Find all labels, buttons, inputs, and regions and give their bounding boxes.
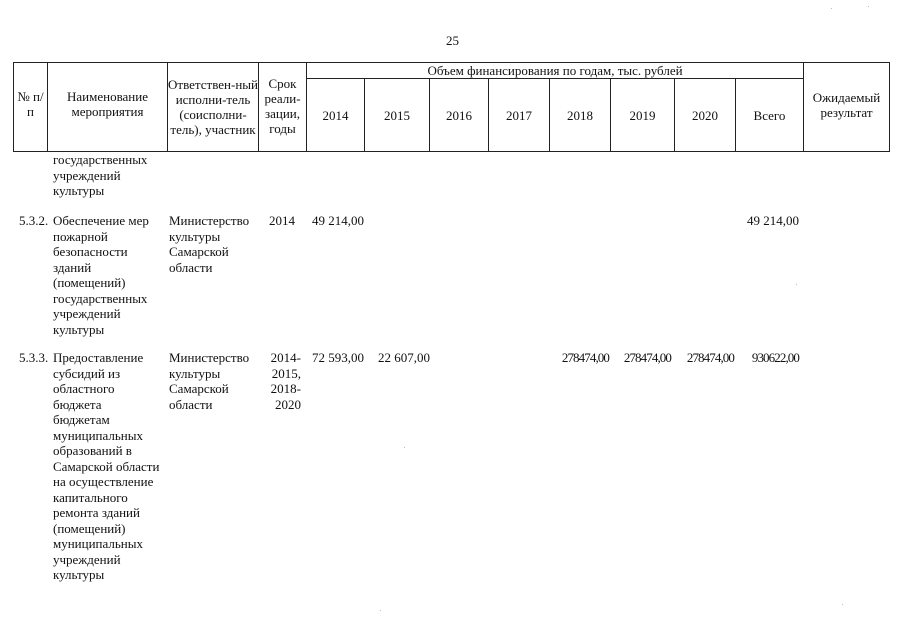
row-533-num: 5.3.3. [19,350,49,365]
scan-speck [868,6,869,7]
row-532-responsible: Министерство культуры Самарской области [169,213,250,275]
header-year-2019: 2019 [629,107,656,123]
row-532-name: Обеспечение мер пожарной безопасности зданий (помещений) государственных учреждений культуры [53,213,149,337]
table-header [13,62,890,152]
row-532-num: 5.3.2. [19,213,49,228]
carryover-text: государственных учреждений культуры [53,152,148,198]
row-533-value-2019: 278474,00 [623,350,671,365]
header-year-2018: 2018 [567,107,593,123]
header-year-2017: 2017 [506,107,532,123]
scan-speck [831,8,832,9]
scan-speck [842,604,843,605]
row-533-value-2014: 72 593,00 [312,350,364,365]
header-year-2015: 2015 [384,107,410,123]
row-533-value-2018: 278474,00 [561,350,609,365]
row-533-value-2020: 278474,00 [686,350,734,365]
page-number: 25 [446,33,459,48]
header-term: Срок реали-зации, годы [264,76,301,136]
scan-speck [796,284,797,285]
row-533-term: 2014-2015, 2018-2020 [270,350,301,412]
header-responsible: Ответствен-ный исполни-тель (соисполни-тель), участник [168,76,258,137]
row-533-name: Предоставление субсидий из областного бюджета бюджетам муниципальных образований в Самарской области на осуществление капитального ремонта зданий (помещений) муниципальных учреждений культуры [53,350,160,582]
header-num: № п/п [17,89,44,119]
header-year-2016: 2016 [446,107,472,123]
row-532-term: 2014 [269,213,295,228]
scan-speck [404,447,405,448]
header-year-2014: 2014 [322,107,349,123]
row-532-value-2014: 49 214,00 [312,213,364,228]
col-border [889,62,890,152]
row-533-value-2015: 22 607,00 [378,350,430,365]
row-533-total: 930622,00 [751,350,799,365]
header-result: Ожидаемый результат [812,90,881,120]
scan-speck [380,610,381,611]
row-533-responsible: Министерство культуры Самарской области [169,350,250,412]
header-year-2020: 2020 [692,107,718,123]
header-name: Наименование мероприятия [67,89,148,119]
row-532-total: 49 214,00 [747,213,799,228]
header-total: Всего [753,107,786,123]
header-funding-group: Объем финансирования по годам, тыс. рублей [427,62,683,78]
